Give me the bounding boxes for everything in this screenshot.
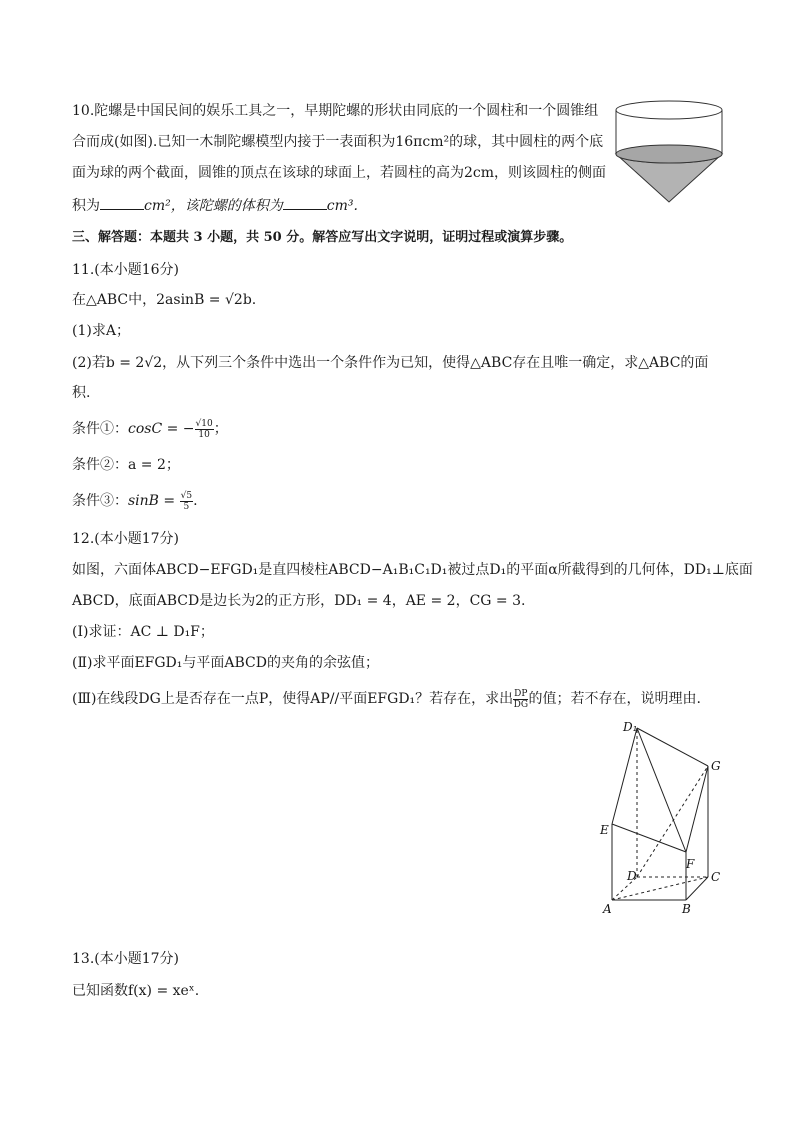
- label-b: B: [682, 902, 691, 916]
- cylinder-top-face: [616, 101, 722, 119]
- q12-part2: (Ⅱ)求平面EFGD₁与平面ABCD的夹角的余弦值；: [72, 655, 379, 671]
- cylinder-bottom-face: [616, 145, 722, 163]
- answer-blank-1: [100, 195, 144, 210]
- cond3-label: 条件③：: [72, 493, 128, 509]
- q11-condition-2: 条件②：a = 2；: [72, 457, 180, 473]
- label-d1: D₁: [623, 720, 638, 734]
- q12-header: 12.(本小题17分): [72, 531, 180, 547]
- cond1-end: ；: [213, 421, 228, 437]
- edge-bc: [686, 877, 708, 900]
- q11-given: 在△ABC中，2asinB = √2b.: [72, 292, 257, 308]
- edge-d1g: [637, 728, 708, 766]
- label-d: D: [627, 869, 637, 883]
- dp-dg-fraction: [513, 689, 528, 710]
- label-g: G: [711, 759, 721, 773]
- label-e: E: [600, 823, 609, 837]
- edge-ef: [612, 824, 686, 852]
- cond1-label: 条件①：: [72, 421, 128, 437]
- q11-header: 11.(本小题16分): [72, 262, 180, 278]
- cond3-fraction: [180, 491, 193, 512]
- q10-line2: 合而成(如图).已知一木制陀螺模型内接于一表面积为16πcm²的球，其中圆柱的两个底: [72, 134, 604, 150]
- q12-part3-b: 的值；若不存在，说明理由.: [528, 691, 701, 707]
- q11-part1: (1)求A；: [72, 323, 130, 339]
- dg-denominator: DG: [513, 699, 529, 710]
- q12-part3-a: (Ⅲ)在线段DG上是否存在一点P，使得AP//平面EFGD₁？若存在，求出: [72, 691, 514, 707]
- q12-part1: (Ⅰ)求证：AC ⊥ D₁F；: [72, 624, 214, 640]
- q12-line2: ABCD，底面ABCD是边长为2的正方形，DD₁ = 4，AE = 2，CG = 3.: [72, 593, 526, 609]
- cond1-denominator: 10: [198, 429, 210, 440]
- section3-heading: 三、解答题：本题共 3 小题，共 50 分。解答应写出文字说明，证明过程或演算步骤。: [72, 230, 573, 245]
- dp-numerator: DP: [514, 688, 528, 699]
- q10-line4-c: cm³.: [326, 198, 358, 214]
- q10-line4-a: 积为: [72, 198, 100, 214]
- cond3-denominator: 5: [183, 501, 190, 512]
- q12-part3: [72, 688, 701, 710]
- label-f: F: [686, 857, 695, 871]
- q11-part2-line1: (2)若b = 2√2，从下列三个条件中选出一个条件作为已知，使得△ABC存在且唯一确定，求△ABC的面: [72, 355, 709, 371]
- cond1-numerator: √10: [195, 418, 213, 429]
- q10-line4-b: cm²，该陀螺的体积为: [144, 198, 283, 214]
- q13-header: 13.(本小题17分): [72, 951, 180, 967]
- hexahedron-figure: [590, 712, 740, 922]
- cond3-numerator: √5: [180, 490, 193, 501]
- cond1-fraction: [195, 419, 214, 440]
- answer-blank-2: [283, 195, 327, 210]
- hidden-edge-dg: [637, 766, 708, 877]
- cond3-lhs: sinB =: [128, 493, 180, 509]
- q10-line4: [72, 195, 358, 217]
- edge-fg: [686, 766, 708, 852]
- label-c: C: [711, 870, 721, 884]
- q10-line1: 10.陀螺是中国民间的娱乐工具之一，早期陀螺的形状由同底的一个圆柱和一个圆锥组: [72, 103, 599, 119]
- q10-line3: 面为球的两个截面，圆锥的顶点在该球的球面上，若圆柱的高为2cm，则该圆柱的侧面: [72, 165, 607, 181]
- q12-line1: 如图，六面体ABCD−EFGD₁是直四棱柱ABCD−A₁B₁C₁D₁被过点D₁的平面α所截得到的几何体，DD₁⊥底面: [72, 562, 753, 578]
- q11-condition-1: [72, 418, 228, 440]
- edge-ed1: [612, 728, 637, 824]
- q11-part2-line2: 积.: [72, 385, 91, 401]
- cond3-end: .: [193, 493, 198, 509]
- q11-condition-3: [72, 490, 198, 512]
- cond1-lhs: cosC = −: [128, 421, 195, 437]
- label-a: A: [603, 902, 612, 916]
- q13-given: 已知函数f(x) = xeˣ.: [72, 983, 200, 999]
- spinning-top-figure: [610, 96, 730, 208]
- edge-d1f: [637, 728, 686, 852]
